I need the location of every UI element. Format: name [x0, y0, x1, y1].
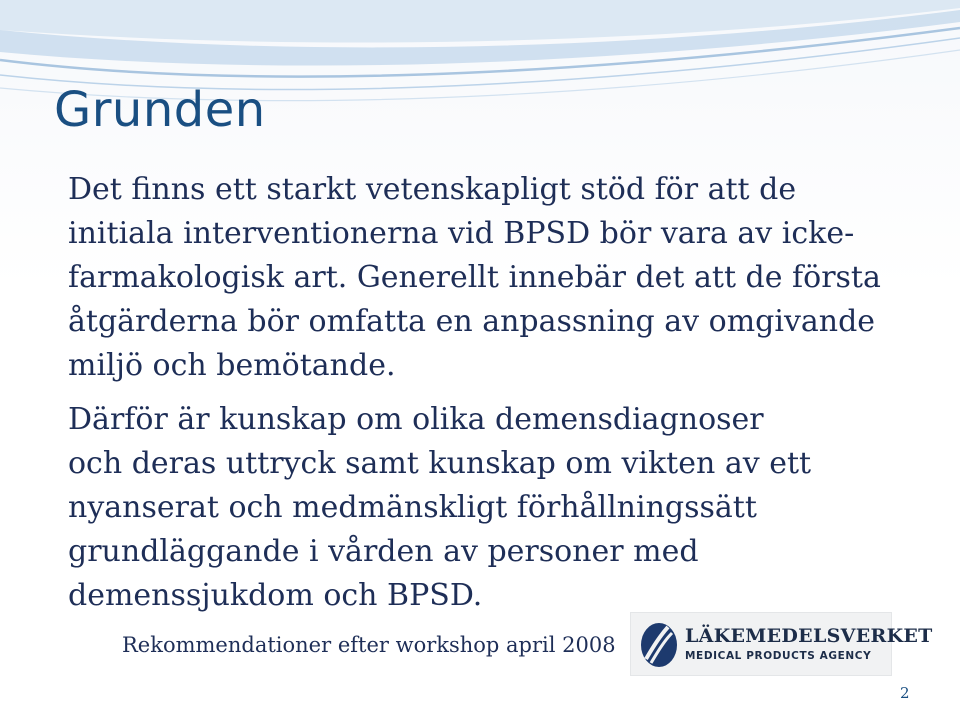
text-line: Därför är kunskap om olika demensdiagnoser	[68, 402, 764, 437]
text-line: demenssjukdom och BPSD.	[68, 578, 483, 613]
text-line: farmakologisk art. Generellt innebär det att de första	[68, 260, 881, 295]
logo-name: LÄKEMEDELSVERKET	[685, 625, 933, 647]
text-line: och deras uttryck samt kunskap om vikten av ett	[68, 446, 812, 481]
lakemedelsverket-logo	[630, 612, 933, 676]
text-line: Det finns ett starkt vetenskapligt stöd för att de	[68, 172, 797, 207]
slide-title: Grunden	[54, 82, 266, 138]
lakemedelsverket-emblem-icon	[637, 619, 681, 671]
slide-body	[68, 168, 928, 618]
text-line: nyanserat och medmänskligt förhållningssätt	[68, 490, 757, 525]
logo-subtitle: MEDICAL PRODUCTS AGENCY	[685, 650, 872, 662]
text-line: initiala interventionerna vid BPSD bör vara av icke-	[68, 216, 855, 251]
text-line: grundläggande i vården av personer med	[68, 534, 699, 569]
paragraph-2	[68, 398, 928, 618]
paragraph-1	[68, 168, 928, 388]
page-number: 2	[900, 684, 910, 702]
text-line: åtgärderna bör omfatta en anpassning av omgivande	[68, 304, 876, 339]
text-line: miljö och bemötande.	[68, 348, 396, 383]
footer-text: Rekommendationer efter workshop april 2008	[122, 633, 616, 657]
